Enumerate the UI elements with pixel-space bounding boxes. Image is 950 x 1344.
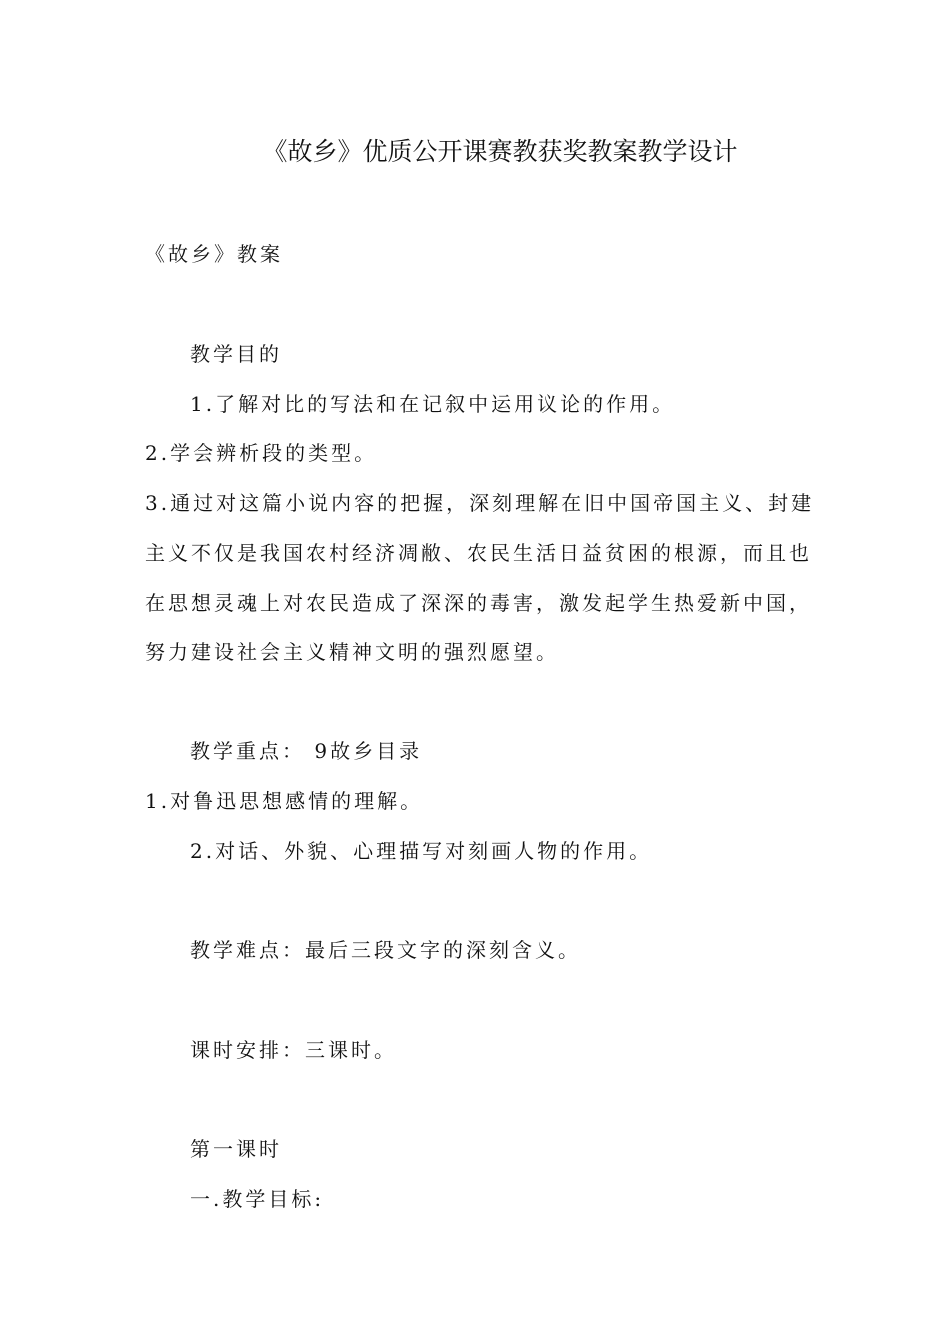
key-point-2: 2.对话、外貌、心理描写对刻画人物的作用。 bbox=[190, 839, 653, 863]
objectives-heading: 教学目的 bbox=[190, 342, 282, 366]
objective-2: 2.学会辨析段的类型。 bbox=[145, 441, 378, 465]
schedule: 课时安排：三课时。 bbox=[190, 1038, 397, 1062]
key-points-heading: 教学重点： 9故乡目录 bbox=[190, 739, 423, 763]
key-point-1: 1.对鲁迅思想感情的理解。 bbox=[145, 789, 424, 813]
document-title: 《故乡》优质公开课赛教获奖教案教学设计 bbox=[262, 137, 738, 166]
objective-3-line-3: 在思想灵魂上对农民造成了深深的毒害，激发起学生热爱新中国， bbox=[145, 591, 812, 615]
objective-3-line-4: 努力建设社会主义精神文明的强烈愿望。 bbox=[145, 640, 559, 664]
objective-1: 1.了解对比的写法和在记叙中运用议论的作用。 bbox=[190, 392, 676, 416]
lesson-1-goals: 一.教学目标: bbox=[190, 1187, 325, 1211]
objective-3-line-2: 主义不仅是我国农村经济凋敝、农民生活日益贫困的根源，而且也 bbox=[145, 541, 812, 565]
subtitle: 《故乡》教案 bbox=[145, 242, 283, 266]
lesson-1-heading: 第一课时 bbox=[190, 1137, 282, 1161]
objective-3-line-1: 3.通过对这篇小说内容的把握，深刻理解在旧中国帝国主义、封建 bbox=[145, 491, 815, 515]
difficulty: 教学难点：最后三段文字的深刻含义。 bbox=[190, 938, 581, 962]
